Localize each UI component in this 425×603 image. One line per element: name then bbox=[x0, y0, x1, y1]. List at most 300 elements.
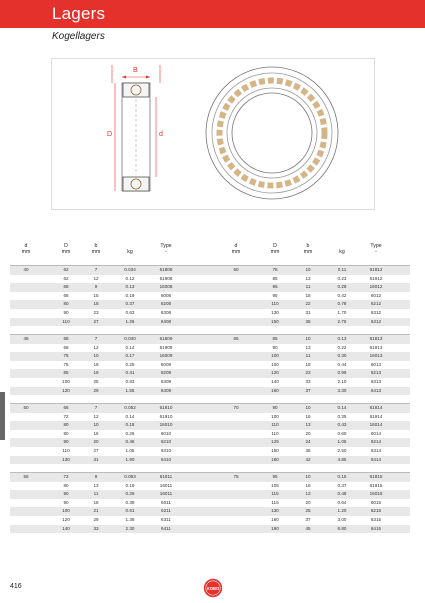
cell-D-right: 150 bbox=[271, 318, 279, 324]
cell-D-right: 140 bbox=[271, 379, 279, 384]
cell-kg-right: 0.42 bbox=[337, 292, 347, 298]
cell-b-left: 21 bbox=[93, 508, 99, 514]
cell-kg-right: 0.22 bbox=[337, 344, 347, 350]
cell-kg-right: 0.37 bbox=[337, 482, 347, 488]
cell-kg-left: 0.19 bbox=[125, 482, 135, 488]
cell-b-right: 16 bbox=[305, 413, 311, 419]
cell-type-left: 6408 bbox=[160, 318, 172, 324]
cell-type-left: 61810 bbox=[159, 405, 173, 410]
cell-D-left: 90 bbox=[63, 310, 69, 315]
cell-type-left: 6008 bbox=[160, 292, 172, 298]
cell-kg-left: 0.26 bbox=[125, 491, 135, 497]
cell-type-right: 61912 bbox=[369, 275, 383, 281]
cell-type-left: 6311 bbox=[161, 517, 171, 522]
cell-type-right: 6013 bbox=[370, 361, 382, 367]
cell-D-right: 110 bbox=[271, 422, 279, 428]
cell-kg-left: 0.13 bbox=[125, 284, 135, 290]
table-row bbox=[10, 499, 410, 508]
cell-b-right: 31 bbox=[305, 310, 311, 315]
column-unit: mm bbox=[270, 249, 280, 256]
table-row bbox=[10, 361, 410, 370]
cell-D-left: 80 bbox=[63, 430, 69, 436]
cell-D-right: 100 bbox=[271, 413, 279, 419]
cell-kg-left: 1.36 bbox=[125, 517, 135, 522]
cell-kg-right: 0.43 bbox=[337, 422, 347, 428]
cell-kg-left: 0.040 bbox=[124, 336, 136, 341]
cell-D-right: 105 bbox=[271, 482, 279, 488]
column-label: D bbox=[64, 243, 68, 249]
cell-d-left: 50 bbox=[23, 405, 29, 410]
column-header-left-4 bbox=[152, 243, 180, 255]
cell-kg-right: 0.28 bbox=[337, 284, 347, 290]
cell-b-left: 10 bbox=[93, 353, 99, 359]
table-row bbox=[10, 300, 410, 309]
cell-type-right: 61812 bbox=[369, 267, 383, 272]
cell-D-left: 90 bbox=[63, 499, 69, 505]
cell-kg-right: 1.20 bbox=[337, 508, 347, 514]
cell-kg-left: 0.83 bbox=[125, 379, 135, 384]
cell-kg-left: 0.034 bbox=[124, 267, 136, 272]
cell-type-right: 6315 bbox=[370, 517, 382, 522]
cell-type-right: 61914 bbox=[369, 413, 383, 419]
table-row bbox=[10, 344, 410, 353]
table-row bbox=[10, 438, 410, 447]
cell-kg-left: 0.37 bbox=[125, 301, 135, 307]
cell-b-left: 11 bbox=[93, 491, 99, 497]
cell-type-left: 6210 bbox=[160, 439, 172, 445]
cell-kg-right: 0.35 bbox=[337, 413, 347, 419]
cell-type-right: 6014 bbox=[370, 430, 382, 436]
cell-kg-right: 0.99 bbox=[337, 370, 347, 376]
cell-kg-right: 3.30 bbox=[337, 387, 347, 393]
cell-D-right: 160 bbox=[271, 517, 279, 522]
cell-type-right: 16012 bbox=[369, 284, 383, 290]
cell-kg-right: 0.23 bbox=[337, 275, 347, 281]
table-row bbox=[10, 266, 410, 275]
cell-type-left: 16011 bbox=[159, 482, 173, 488]
cell-D-right: 180 bbox=[271, 456, 279, 462]
side-tab bbox=[0, 392, 5, 440]
cell-b-right: 13 bbox=[305, 422, 311, 428]
cell-d-left: 40 bbox=[23, 267, 29, 272]
cell-D-right: 90 bbox=[272, 344, 278, 350]
column-header-right-2 bbox=[294, 243, 322, 255]
cell-kg-right: 0.60 bbox=[337, 430, 347, 436]
cell-b-right: 18 bbox=[305, 361, 311, 367]
column-unit: mm bbox=[61, 249, 71, 256]
table-row bbox=[10, 283, 410, 292]
cell-kg-right: 2.50 bbox=[337, 448, 347, 453]
cell-D-left: 90 bbox=[63, 439, 69, 445]
cell-D-right: 110 bbox=[271, 301, 279, 307]
cell-D-right: 190 bbox=[271, 525, 279, 531]
cell-b-left: 7 bbox=[94, 336, 98, 341]
table-row bbox=[10, 309, 410, 318]
table-row bbox=[10, 525, 410, 534]
cell-D-left: 100 bbox=[62, 379, 70, 384]
column-unit: - bbox=[375, 249, 377, 256]
cell-b-left: 12 bbox=[93, 275, 99, 281]
cell-type-left: 16010 bbox=[159, 422, 173, 428]
cell-type-right: 61815 bbox=[369, 474, 383, 479]
cell-D-right: 115 bbox=[271, 499, 279, 505]
cell-D-right: 100 bbox=[271, 361, 279, 367]
column-label: Type bbox=[160, 243, 172, 249]
cell-kg-left: 0.46 bbox=[125, 439, 135, 445]
cell-b-left: 25 bbox=[93, 379, 99, 384]
page-subtitle: Kogellagers bbox=[52, 31, 105, 42]
cell-kg-right: 0.78 bbox=[337, 301, 347, 307]
column-header-right-4 bbox=[362, 243, 390, 255]
cell-b-left: 29 bbox=[93, 517, 99, 522]
cell-D-left: 90 bbox=[63, 491, 69, 497]
cell-kg-left: 0.14 bbox=[125, 344, 135, 350]
cell-b-left: 9 bbox=[94, 474, 98, 479]
cell-kg-left: 0.19 bbox=[125, 292, 135, 298]
cell-D-left: 68 bbox=[63, 336, 69, 341]
cell-kg-left: 2.30 bbox=[125, 525, 135, 531]
cell-type-right: 6414 bbox=[370, 456, 382, 462]
cell-kg-right: 4.85 bbox=[337, 456, 347, 462]
cell-b-left: 18 bbox=[93, 499, 99, 505]
cell-D-right: 78 bbox=[272, 267, 278, 272]
cell-kg-right: 0.44 bbox=[337, 361, 347, 367]
table-row bbox=[10, 507, 410, 516]
cell-D-left: 68 bbox=[63, 344, 69, 350]
cell-kg-right: 0.13 bbox=[337, 336, 347, 341]
cell-type-right: 6313 bbox=[370, 379, 382, 384]
cell-kg-right: 6.80 bbox=[337, 525, 347, 531]
cell-kg-left: 0.14 bbox=[125, 413, 135, 419]
cell-b-left: 16 bbox=[93, 430, 99, 436]
cell-D-right: 130 bbox=[271, 508, 279, 514]
cell-type-left: 6009 bbox=[160, 361, 172, 367]
cell-D-left: 62 bbox=[63, 267, 69, 272]
cell-type-left: 6310 bbox=[160, 448, 172, 453]
cell-D-left: 62 bbox=[63, 275, 69, 281]
kobo-logo bbox=[203, 578, 223, 598]
table-row bbox=[10, 335, 410, 344]
cell-b-right: 33 bbox=[305, 379, 311, 384]
cell-d-right: 65 bbox=[233, 336, 239, 341]
cell-b-right: 18 bbox=[305, 292, 311, 298]
cell-D-left: 110 bbox=[62, 448, 70, 453]
cell-D-left: 85 bbox=[63, 370, 69, 376]
cell-D-right: 120 bbox=[271, 370, 279, 376]
cell-type-right: 6412 bbox=[370, 318, 382, 324]
column-unit: mm bbox=[303, 249, 313, 256]
cell-b-left: 20 bbox=[93, 439, 99, 445]
cell-type-left: 6011 bbox=[161, 499, 171, 505]
cell-type-right: 6314 bbox=[370, 448, 382, 453]
cell-D-right: 95 bbox=[272, 284, 278, 290]
table-row bbox=[10, 378, 410, 387]
cell-kg-right: 0.64 bbox=[337, 499, 347, 505]
cell-D-right: 130 bbox=[271, 310, 279, 315]
cell-b-right: 13 bbox=[305, 275, 311, 281]
cell-D-left: 75 bbox=[63, 353, 69, 359]
cell-type-left: 6010 bbox=[160, 430, 172, 436]
cell-b-right: 22 bbox=[305, 301, 311, 307]
table-row bbox=[10, 413, 410, 422]
cell-b-right: 13 bbox=[305, 344, 311, 350]
cell-b-left: 16 bbox=[93, 361, 99, 367]
table-row bbox=[10, 447, 410, 456]
bearing-drawing bbox=[51, 58, 375, 210]
cell-D-right: 95 bbox=[272, 474, 278, 479]
cell-b-right: 20 bbox=[305, 499, 311, 505]
cell-d-left: 55 bbox=[23, 474, 29, 479]
cell-kg-right: 0.15 bbox=[337, 474, 347, 479]
cell-kg-right: 0.48 bbox=[337, 491, 347, 497]
cell-type-right: 6015 bbox=[370, 499, 382, 505]
cell-type-right: 61913 bbox=[369, 344, 383, 350]
cell-type-left: 6208 bbox=[160, 301, 172, 307]
cell-type-left: 61909 bbox=[159, 344, 173, 350]
cell-kg-right: 0.30 bbox=[337, 353, 347, 359]
cell-D-left: 100 bbox=[62, 508, 70, 514]
table-row bbox=[10, 369, 410, 378]
page-number: 416 bbox=[10, 583, 22, 590]
cell-D-right: 160 bbox=[271, 387, 279, 393]
cell-D-right: 115 bbox=[271, 491, 279, 497]
cell-type-left: 6309 bbox=[160, 379, 172, 384]
cell-type-left: 16009 bbox=[159, 353, 173, 359]
column-label: b bbox=[94, 243, 98, 249]
column-header-right-1 bbox=[261, 243, 289, 255]
table-row bbox=[10, 482, 410, 491]
cell-D-right: 95 bbox=[272, 292, 278, 298]
dim-d-label: d bbox=[159, 131, 163, 138]
cell-kg-left: 0.083 bbox=[124, 474, 136, 479]
cell-b-left: 27 bbox=[93, 448, 99, 453]
cell-kg-left: 1.05 bbox=[125, 448, 135, 453]
column-header-right-0 bbox=[222, 243, 250, 255]
cell-type-left: 6308 bbox=[160, 310, 172, 315]
cell-D-left: 80 bbox=[63, 301, 69, 307]
cell-D-left: 68 bbox=[63, 284, 69, 290]
cell-type-right: 6012 bbox=[370, 292, 382, 298]
cross-section bbox=[112, 65, 160, 191]
cell-type-right: 16013 bbox=[369, 353, 383, 359]
dim-b-label: B bbox=[133, 67, 138, 74]
front-view bbox=[206, 67, 338, 199]
cell-D-left: 80 bbox=[63, 422, 69, 428]
cell-b-left: 23 bbox=[93, 310, 99, 315]
cell-b-left: 15 bbox=[93, 292, 99, 298]
cell-type-left: 6410 bbox=[160, 456, 172, 462]
cell-type-right: 61813 bbox=[369, 336, 383, 341]
cell-type-left: 61910 bbox=[159, 413, 173, 419]
cell-D-left: 110 bbox=[62, 318, 70, 324]
page-title: Lagers bbox=[52, 4, 106, 23]
column-header-left-1 bbox=[52, 243, 80, 255]
cell-b-right: 25 bbox=[305, 508, 311, 514]
cell-D-right: 125 bbox=[271, 439, 279, 445]
cell-b-left: 12 bbox=[93, 344, 99, 350]
table-row bbox=[10, 352, 410, 361]
cell-d-left: 45 bbox=[23, 336, 29, 341]
cell-kg-right: 1.70 bbox=[337, 310, 347, 315]
cell-b-right: 20 bbox=[305, 430, 311, 436]
cell-D-right: 110 bbox=[271, 430, 279, 436]
table-header bbox=[10, 243, 410, 267]
column-unit: - bbox=[165, 249, 167, 256]
cell-type-right: 16015 bbox=[369, 491, 383, 497]
cell-d-right: 60 bbox=[233, 267, 239, 272]
cell-b-right: 35 bbox=[305, 318, 311, 324]
cell-type-right: 6215 bbox=[370, 508, 382, 514]
cell-b-right: 16 bbox=[305, 482, 311, 488]
cell-kg-left: 0.052 bbox=[124, 405, 136, 410]
cell-D-left: 120 bbox=[62, 387, 70, 393]
cell-type-left: 6211 bbox=[161, 508, 171, 514]
cell-b-left: 7 bbox=[94, 405, 98, 410]
cell-D-left: 68 bbox=[63, 292, 69, 298]
svg-text:KOBO: KOBO bbox=[206, 585, 220, 591]
cell-D-left: 130 bbox=[62, 456, 70, 462]
column-label: Type bbox=[370, 243, 382, 249]
cell-b-left: 10 bbox=[93, 422, 99, 428]
cell-b-left: 13 bbox=[93, 482, 99, 488]
cell-b-right: 10 bbox=[305, 474, 311, 479]
cell-D-left: 120 bbox=[62, 517, 70, 522]
column-label: d bbox=[234, 243, 238, 249]
cell-type-right: 16014 bbox=[369, 422, 383, 428]
cell-D-left: 140 bbox=[62, 525, 70, 531]
cell-D-right: 100 bbox=[271, 353, 279, 359]
cell-D-right: 85 bbox=[272, 275, 278, 281]
table-row bbox=[10, 421, 410, 430]
cell-b-right: 11 bbox=[305, 353, 311, 359]
cell-D-right: 150 bbox=[271, 448, 279, 453]
cell-type-right: 61915 bbox=[369, 482, 383, 488]
cell-type-right: 6213 bbox=[370, 370, 382, 376]
cell-b-right: 13 bbox=[305, 491, 311, 497]
cell-b-right: 10 bbox=[305, 336, 311, 341]
cell-b-right: 35 bbox=[305, 448, 311, 453]
cell-kg-right: 2.10 bbox=[337, 379, 347, 384]
cell-kg-left: 1.26 bbox=[125, 318, 135, 324]
cell-type-right: 6413 bbox=[370, 387, 382, 393]
cell-b-left: 31 bbox=[93, 456, 99, 462]
bearing-drawing-svg bbox=[52, 59, 374, 209]
cell-b-left: 9 bbox=[94, 284, 98, 290]
column-unit: mm bbox=[21, 249, 31, 256]
cell-b-right: 37 bbox=[305, 517, 311, 522]
cell-b-left: 19 bbox=[93, 370, 99, 376]
column-label: D bbox=[273, 243, 277, 249]
table-row bbox=[10, 292, 410, 301]
cell-b-right: 42 bbox=[305, 456, 311, 462]
cell-kg-right: 0.11 bbox=[337, 267, 347, 272]
cell-type-left: 16008 bbox=[159, 284, 173, 290]
cell-type-left: 6411 bbox=[161, 525, 171, 531]
table-row bbox=[10, 387, 410, 396]
cell-type-right: 6212 bbox=[370, 301, 382, 307]
cell-b-right: 23 bbox=[305, 370, 311, 376]
cell-d-right: 75 bbox=[233, 474, 239, 479]
table-row bbox=[10, 473, 410, 482]
table-row bbox=[10, 456, 410, 465]
cell-b-left: 27 bbox=[93, 318, 99, 324]
table-row bbox=[10, 516, 410, 525]
cell-D-left: 72 bbox=[63, 474, 69, 479]
column-label: b bbox=[306, 243, 310, 249]
table-row bbox=[10, 490, 410, 499]
table-row bbox=[10, 430, 410, 439]
cell-kg-left: 1.90 bbox=[125, 456, 135, 462]
cell-type-right: 6214 bbox=[370, 439, 382, 445]
cell-D-left: 75 bbox=[63, 361, 69, 367]
cell-b-left: 29 bbox=[93, 387, 99, 393]
cell-b-left: 7 bbox=[94, 267, 98, 272]
cell-b-right: 37 bbox=[305, 387, 311, 393]
cell-b-left: 12 bbox=[93, 413, 99, 419]
cell-type-left: 61908 bbox=[159, 275, 173, 281]
column-header-right-3 bbox=[328, 243, 356, 255]
table-row bbox=[10, 275, 410, 284]
cell-kg-left: 0.61 bbox=[125, 508, 135, 514]
cell-kg-left: 0.12 bbox=[125, 275, 135, 281]
table-row bbox=[10, 318, 410, 327]
column-label: d bbox=[24, 243, 28, 249]
cell-kg-left: 0.17 bbox=[125, 353, 135, 359]
column-unit: mm bbox=[231, 249, 241, 256]
cell-kg-left: 1.55 bbox=[125, 387, 135, 393]
cell-type-right: 61814 bbox=[369, 405, 383, 410]
cell-type-left: 61811 bbox=[159, 474, 173, 479]
column-unit: kg bbox=[127, 249, 133, 256]
cell-b-left: 33 bbox=[93, 525, 99, 531]
cell-b-right: 45 bbox=[305, 525, 311, 531]
cell-D-left: 80 bbox=[63, 482, 69, 488]
column-header-left-0 bbox=[12, 243, 40, 255]
cell-type-left: 16011 bbox=[159, 491, 173, 497]
cell-kg-right: 1.05 bbox=[337, 439, 347, 445]
cell-kg-left: 0.18 bbox=[125, 422, 135, 428]
cell-b-left: 18 bbox=[93, 301, 99, 307]
column-header-left-2 bbox=[82, 243, 110, 255]
cell-type-left: 61808 bbox=[159, 267, 173, 272]
table-row bbox=[10, 404, 410, 413]
cell-kg-left: 0.39 bbox=[125, 499, 135, 505]
cell-b-right: 24 bbox=[305, 439, 311, 445]
cell-kg-left: 0.26 bbox=[125, 430, 135, 436]
cell-b-right: 10 bbox=[305, 267, 311, 272]
column-unit: kg bbox=[339, 249, 345, 256]
cell-kg-right: 3.00 bbox=[337, 517, 347, 522]
cell-kg-right: 2.75 bbox=[337, 318, 347, 324]
cell-type-left: 6409 bbox=[160, 387, 172, 393]
cell-type-left: 61809 bbox=[159, 336, 173, 341]
cell-D-left: 72 bbox=[63, 413, 69, 419]
cell-b-right: 11 bbox=[305, 284, 311, 290]
cell-D-right: 90 bbox=[272, 405, 278, 410]
cell-type-right: 6415 bbox=[370, 525, 382, 531]
cell-kg-left: 0.41 bbox=[125, 370, 135, 376]
cell-D-right: 85 bbox=[272, 336, 278, 341]
cell-kg-left: 0.63 bbox=[125, 310, 135, 315]
column-header-left-3 bbox=[116, 243, 144, 255]
cell-type-left: 6209 bbox=[160, 370, 172, 376]
dim-D-label: D bbox=[107, 131, 113, 138]
cell-b-right: 10 bbox=[305, 405, 311, 410]
cell-type-right: 6312 bbox=[370, 310, 382, 315]
cell-d-right: 70 bbox=[233, 405, 239, 410]
cell-D-left: 65 bbox=[63, 405, 69, 410]
cell-kg-right: 0.14 bbox=[337, 405, 347, 410]
